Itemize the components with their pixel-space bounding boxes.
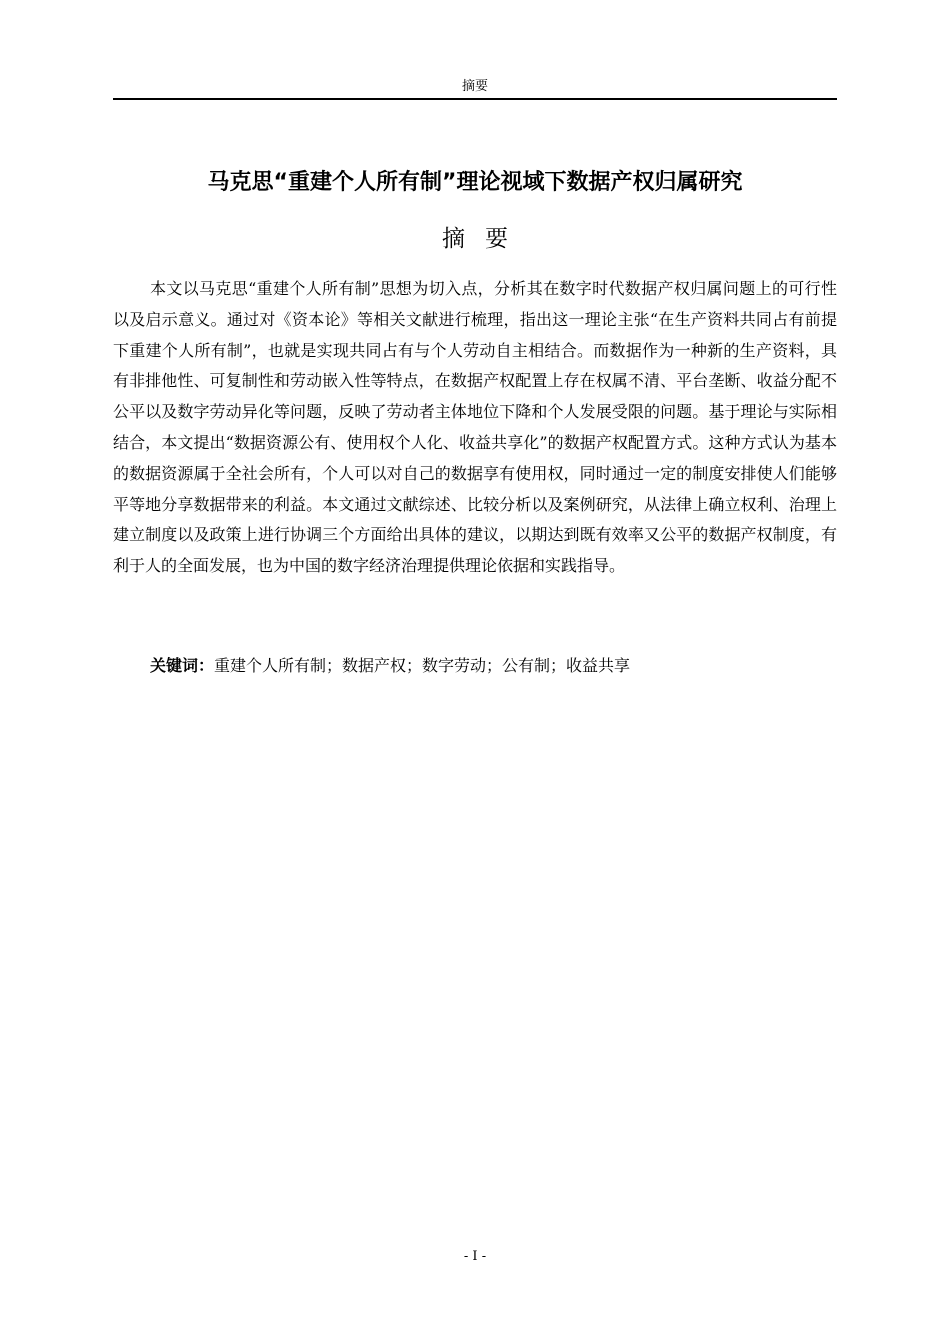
abstract-body: 本文以马克思“重建个人所有制”思想为切入点，分析其在数字时代数据产权归属问题上的可行性以及启示意义。通过对《资本论》等相关文献进行梳理，指出这一理论主张“在生产资料共同占有前提下重建个人所有制”，也就是实现共同占有与个人劳动自主相结合。而数据作为一种新的生产资料，具有非排他性、可复制性和劳动嵌入性等特点，在数据产权配置上存在权属不清、平台垄断、收益分配不公平以及数字劳动异化等问题，反映了劳动者主体地位下降和个人发展受限的问题。基于理论与实际相结合，本文提出“数据资源公有、使用权个人化、收益共享化”的数据产权配置方式。这种方式认为基本的数据资源属于全社会所有，个人可以对自己的数据享有使用权，同时通过一定的制度安排使人们能够平等地分享数据带来的利益。本文通过文献综述、比较分析以及案例研究，从法律上确立权利、治理上建立制度以及政策上进行协调三个方面给出具体的建议，以期达到既有效率又公平的数据产权制度，有利于人的全面发展，也为中国的数字经济治理提供理论依据和实践指导。 (113, 279, 837, 576)
document-title: 马克思“重建个人所有制”理论视域下数据产权归属研究 (207, 170, 743, 195)
keywords-line (113, 651, 837, 681)
keywords-label: 关键词： (150, 656, 215, 675)
running-header: 摘要 (461, 79, 488, 94)
page-number: - I - (463, 1249, 487, 1264)
abstract-heading: 摘要 (442, 226, 528, 252)
header-rule (113, 98, 837, 100)
keywords-text: 重建个人所有制；数据产权；数字劳动；公有制；收益共享 (214, 656, 631, 675)
